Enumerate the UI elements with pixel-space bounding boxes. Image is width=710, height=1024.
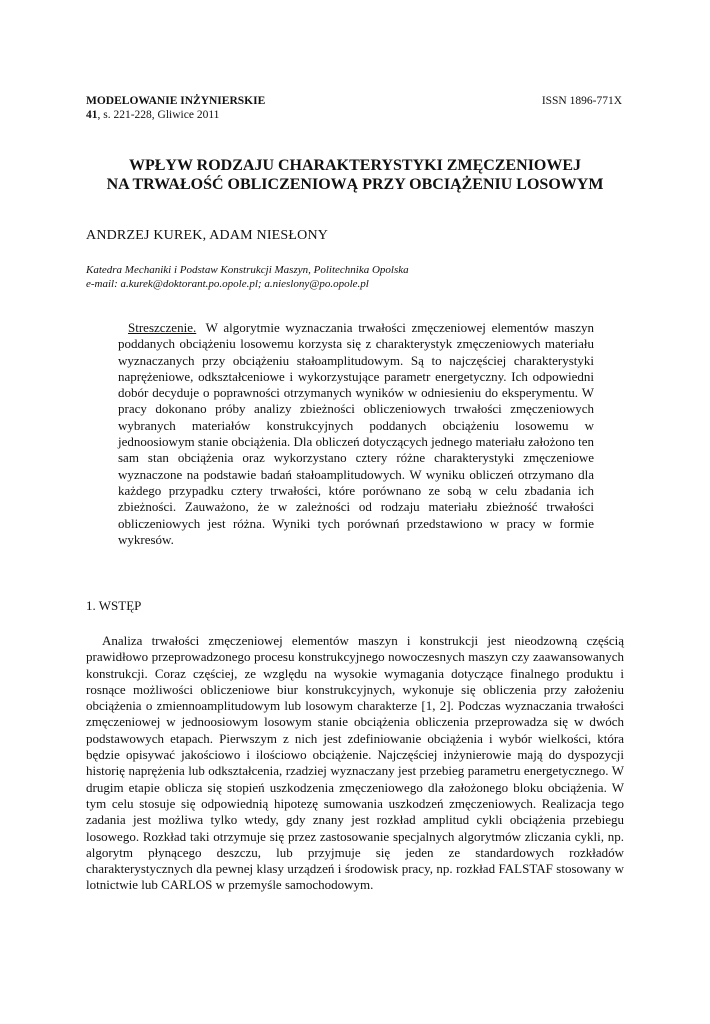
title-line-1: WPŁYW RODZAJU CHARAKTERYSTYKI ZMĘCZENIOWEJ bbox=[128, 157, 582, 174]
affiliation-email: e-mail: a.kurek@doktorant.po.opole.pl; a.nieslony@po.opole.pl bbox=[86, 278, 369, 290]
volume-number: 41 bbox=[86, 109, 98, 121]
issn: ISSN 1896-771X bbox=[541, 95, 622, 107]
author-separator: , bbox=[202, 228, 210, 243]
author-1-first-initial: A bbox=[86, 228, 97, 243]
journal-header bbox=[86, 94, 265, 122]
authors bbox=[86, 228, 328, 244]
abstract-text: W algorytmie wyznaczania trwałości zmęczeniowej elementów maszyn poddanych obciążeniu losowemu korzysta się z charakterystyk zmęczeniowych materiału wyznaczanych przy obciążeniu stałoamplitudowym. Są to najczęściej charakterystyki naprężeniowe, odkształceniowe i wykorzystujące parametr energetyczny. Ich odpowiedni dobór decyduje o poprawności otrzymanych wyników w odniesieniu do eksperymentu. W pracy dokonano próby analizy zbieżności obliczeniowych trwałości zmęczeniowych wybranych materiałów konstrukcyjnych poddanych obciążeniu losowemu w jednoosiowym stanie obciążenia. Dla obliczeń dotyczących jednego materiału założono ten sam stan obciążenia oraz wykorzystano cztery różne charakterystyki zmęczeniowe wyznaczone na podstawie badań stałoamplitudowych. W wyniku obliczeń otrzymano dla każdego przypadku cztery trwałości, które porównano ze sobą w celu zbadania ich zbieżności. Zauważono, że w zależności od rodzaju materiału zbieżność trwałości obliczeniowych jest różna. Wyniki tych porównań przedstawiono w pracy w formie wykresów. bbox=[118, 320, 594, 547]
author-1-last-rest: UREK bbox=[163, 228, 203, 243]
author-2 bbox=[209, 228, 328, 243]
abstract bbox=[118, 320, 594, 548]
author-1-first-rest: NDRZEJ bbox=[96, 228, 150, 243]
title-line-2: NA TRWAŁOŚĆ OBLICZENIOWĄ PRZY OBCIĄŻENIU LOSOWYM bbox=[106, 176, 604, 193]
journal-name: MODELOWANIE INŻYNIERSKIE bbox=[86, 95, 266, 107]
body-paragraph: Analiza trwałości zmęczeniowej elementów maszyn i konstrukcji jest nieodzowną częścią prawidłowo przeprowadzonego procesu konstrukcyjnego nowoczesnych maszyn czy zaawansowanych konstrukcji. Coraz częściej, ze względu na wysokie wymagania dotyczące finalnego produktu i rosnące możliwości obliczeniowe biur konstrukcyjnych, wykonuje się obliczenia przy założeniu obciążenia o zmiennoamplitudowym lub losowym charakterze [1, 2]. Podczas wyznaczania trwałości zmęczeniowej w jednoosiowym losowym stanie obciążenia obliczenia przeprowadza się w dwóch podstawowych etapach. Pierwszym z nich jest zdefiniowanie obciążenia i wybór wielkości, która będzie opisywać jakościowo i ilościowo obciążenie. Najczęściej inżynierowie mają do dyspozycji historię naprężenia lub odkształcenia, rzadziej wyznaczany jest przebieg parametru energetycznego. W drugim etapie oblicza się stopień uszkodzenia zmęczeniowego dla założonego bloku obciążenia. W tym celu stosuje się odpowiednią hipotezę sumowania uszkodzeń zmęczeniowych. Realizacja tego zadania jest możliwa tylko wtedy, gdy znany jest rozkład amplitud cykli obciążenia przebiegu losowego. Rozkład taki otrzymuje się przez zastosowanie specjalnych algorytmów zliczania cykli, np. algorytm płynącego deszczu, lub przyjmuje się jeden ze standardowych rozkładów charakterystycznych dla pewnej klasy urządzeń i środowisk pracy, np. rozkład FALSTAF stosowany w lotnictwie lub CARLOS w przemyśle samochodowym. bbox=[86, 633, 624, 893]
paper-title bbox=[60, 156, 650, 194]
section-heading: 1. WSTĘP bbox=[86, 598, 142, 613]
volume-info bbox=[86, 109, 219, 121]
affiliation-institution: Katedra Mechaniki i Podstaw Konstrukcji Maszyn, Politechnika Opolska bbox=[86, 264, 409, 276]
author-2-last-initial: N bbox=[256, 228, 267, 243]
author-2-last-rest: IESŁONY bbox=[266, 228, 329, 243]
author-2-first-rest: DAM bbox=[219, 228, 253, 243]
author-1 bbox=[86, 228, 203, 243]
author-2-first-initial: A bbox=[209, 228, 220, 243]
affiliation bbox=[86, 263, 409, 291]
pages-place-year: , s. 221-228, Gliwice 2011 bbox=[97, 109, 220, 121]
author-1-last-initial: K bbox=[153, 228, 164, 243]
abstract-label: Streszczenie. bbox=[128, 320, 197, 335]
